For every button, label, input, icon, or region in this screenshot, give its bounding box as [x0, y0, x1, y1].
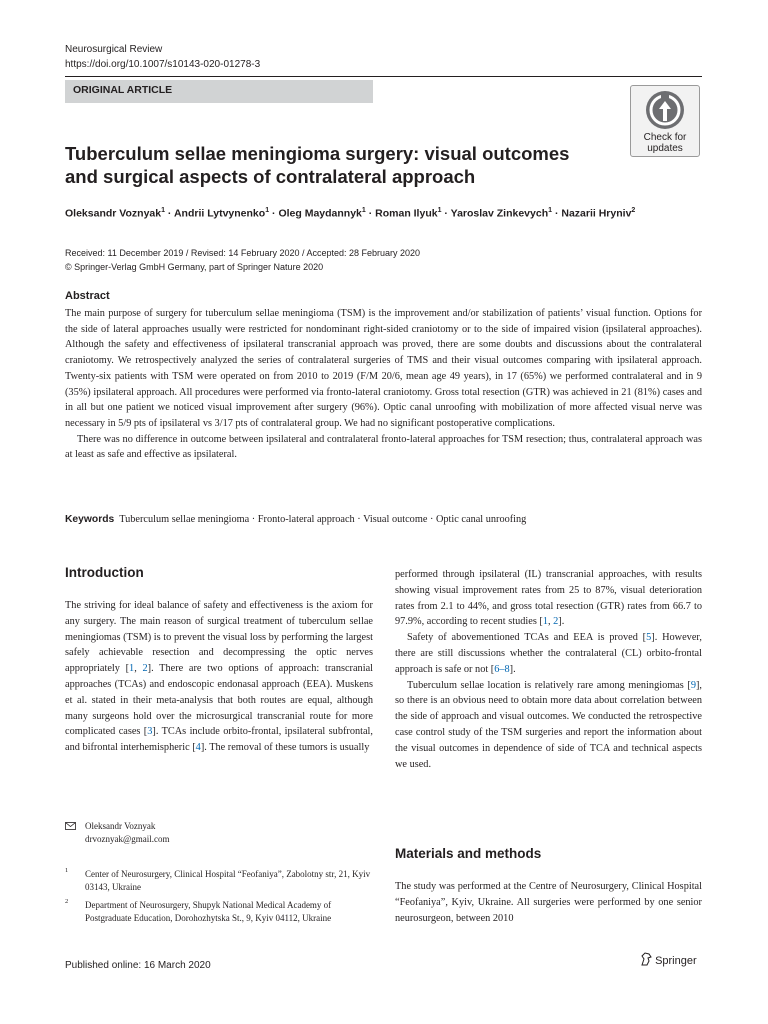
- copyright-icon: ©: [65, 262, 75, 272]
- abstract-body: [65, 306, 702, 463]
- header-rule: [65, 76, 702, 77]
- copyright-line: [65, 260, 420, 274]
- abstract-paragraph: There was no difference in outcome between ipsilateral and contralateral fronto-lateral approaches for TSM resection; thus, contralateral approach was at least as safe and effective as ipsilateral.: [65, 433, 702, 461]
- publisher-logo: [640, 952, 697, 967]
- introduction-heading: Introduction: [65, 565, 144, 580]
- article-history: [65, 246, 420, 274]
- check-updates-label: Check for updates: [643, 132, 687, 154]
- author-name[interactable]: Oleksandr Voznyak: [65, 207, 162, 220]
- intro-paragraph: Tuberculum sellae location is relatively rare among meningiomas [9], so there is an obvious need to obtain more data about correlation between the side of approach and visual outcomes. We conducted the retrospective case control study of the TSM surgeries and report the information about the visual outcomes in dependence of side of TCA and technical aspects we used.: [395, 679, 702, 770]
- introduction-body: [65, 598, 373, 756]
- right-column-body: [395, 567, 702, 772]
- keywords-line: [65, 514, 705, 525]
- intro-paragraph: Safety of abovementioned TCAs and EEA is proved [5]. However, there are still discussions whether the contralateral (CL) orbito-frontal approach is safe or not [6–8].: [395, 632, 702, 675]
- citation-link[interactable]: 6–8: [494, 663, 510, 675]
- affiliation-number: 1: [65, 867, 69, 874]
- author-affiliation-mark: 2: [631, 207, 636, 214]
- check-updates-icon: [644, 89, 686, 131]
- author-name[interactable]: Nazarii Hryniv: [561, 207, 632, 220]
- article-type-banner: ORIGINAL ARTICLE: [65, 80, 373, 103]
- methods-paragraph: The study was performed at the Centre of Neurosurgery, Clinical Hospital “Feofaniya”, Kyiv, Ukraine. All surgeries were performed by one senior neurosurgeon, between 2010: [395, 881, 702, 924]
- author-affiliation-mark: 1: [265, 207, 270, 214]
- check-for-updates-badge[interactable]: [630, 85, 700, 157]
- citation-link[interactable]: 2: [553, 616, 559, 628]
- intro-paragraph: The striving for ideal balance of safety and effectiveness is the axiom for any surgery. The main reason of surgical treatment of tuberculum sellae meningiomas (TSM) is to prevent the visual loss by performing the largest safely achievable resection and decompressing the optic nerves appropriately [1, 2]. There are two options of approach: transcranial approaches (TCAs) and endoscopic endonasal approach (EEA). Muskens et al. stated in their meta-analysis that both routes are equal, although many surgeons hold over the microsurgical transcranial route for more complicated cases [3]. TCAs include orbito-frontal, ipsilateral subfrontal, and bifrontal interhemispheric [4]. The removal of these tumors is usually: [65, 600, 373, 754]
- affiliation-2: [65, 899, 373, 924]
- intro-paragraph-continued: performed through ipsilateral (IL) transcranial approaches, with results showing visual improvement rates from 25 to 87%, visual deterioration rates from 2.1 to 44%, and gross total resection (GTR) rates from 66.7 to 97.9%, according to recent studies [1, 2].: [395, 569, 702, 628]
- springer-horse-icon: [640, 952, 652, 966]
- journal-name: Neurosurgical Review: [65, 44, 163, 55]
- author-name[interactable]: Yaroslav Zinkevych: [450, 207, 549, 220]
- author-list: Oleksandr Voznyak$^1$ · Andrii Lytvynenko$^1$ · Oleg Maydannyk$^1$ · Roman Ilyuk$^1$ · Yaroslav Zinkevych$^1$ · Nazarii Hryniv$^2$: [65, 207, 636, 220]
- keywords-text: Tuberculum sellae meningioma · Fronto-lateral approach · Visual outcome · Optic canal unroofing: [119, 514, 527, 525]
- author-affiliation-mark: 1: [437, 207, 442, 214]
- correspondence-email[interactable]: drvoznyak@gmail.com: [85, 833, 170, 844]
- keywords-label: Keywords: [65, 514, 115, 525]
- citation-link[interactable]: 1: [542, 616, 548, 628]
- author-name[interactable]: Roman Ilyuk: [375, 207, 438, 220]
- methods-heading: Materials and methods: [395, 846, 542, 861]
- citation-link[interactable]: 2: [142, 663, 148, 675]
- affiliation-text: Center of Neurosurgery, Clinical Hospital “Feofaniya”, Zabolotny str, 21, Kyiv 03143, Ukraine: [85, 869, 371, 892]
- publisher-name: Springer: [655, 955, 697, 967]
- affiliation-text: Department of Neurosurgery, Shupyk National Medical Academy of Postgraduate Education, Dorohozhytska St., 9, Kyiv 04112, Ukraine: [85, 900, 332, 923]
- received-dates: Received: 11 December 2019 / Revised: 14 February 2020 / Accepted: 28 February 2020: [65, 248, 421, 258]
- envelope-icon: [65, 822, 76, 830]
- citation-link[interactable]: 4: [195, 742, 201, 754]
- correspondence-block: [65, 820, 170, 845]
- citation-link[interactable]: 9: [690, 679, 696, 691]
- doi-link[interactable]: https://doi.org/10.1007/s10143-020-01278-3: [65, 59, 261, 70]
- citation-link[interactable]: 5: [646, 632, 652, 644]
- citation-link[interactable]: 3: [147, 726, 153, 738]
- author-affiliation-mark: 1: [361, 207, 366, 214]
- author-affiliation-mark: 1: [161, 207, 166, 214]
- article-title: Tuberculum sellae meningioma surgery: visual outcomes and surgical aspects of contralateral approach: [65, 143, 570, 187]
- published-date: Published online: 16 March 2020: [65, 960, 211, 971]
- abstract-heading: Abstract: [65, 290, 110, 302]
- citation-link[interactable]: 1: [129, 663, 135, 675]
- abstract-paragraph: The main purpose of surgery for tuberculum sellae meningioma (TSM) is the improvement and/or stabilization of patients’ visual function. Options for the side of lateral approaches usually were restricted for nondominant right-sided craniotomy or to the side of impaired vision (ipsilateral approaches). Although the safety and effectiveness of ipsilateral transcranial approach was proved, there are some doubts and discussions about the contralateral craniotomy. We retrospectively analyzed the series of contralateral surgeries of TMS and their visual outcomes comparing with ipsilateral approach. Twenty-six patients with TSM were operated on from 2010 to 2019 (F/M 20/6, mean age 49 years), in 17 (65%) we performed contralateral and in 9 (35%) ipsilateral approach. All procedures were performed via fronto-lateral craniotomy. Gross total resection (GTR) was achieved in 21 (81%) cases and in all but one patient we noticed visual improvement after surgery (96%). Optic canal unroofing with mobilization of more affected visual nerve was necessary in 5/9 pts of ipsilateral vs 3/17 pts of contralateral group. We had no significant postoperative complications.: [65, 308, 702, 429]
- affiliation-1: [65, 868, 373, 893]
- affiliation-number: 2: [65, 898, 69, 905]
- author-affiliation-mark: 1: [548, 207, 553, 214]
- copyright-text: Springer-Verlag GmbH Germany, part of Springer Nature 2020: [74, 262, 324, 272]
- correspondence-name: Oleksandr Voznyak: [85, 821, 156, 831]
- journal-header: [65, 42, 260, 72]
- methods-body: [395, 879, 702, 926]
- author-name[interactable]: Andrii Lytvynenko: [173, 207, 266, 220]
- author-name[interactable]: Oleg Maydannyk: [278, 207, 362, 220]
